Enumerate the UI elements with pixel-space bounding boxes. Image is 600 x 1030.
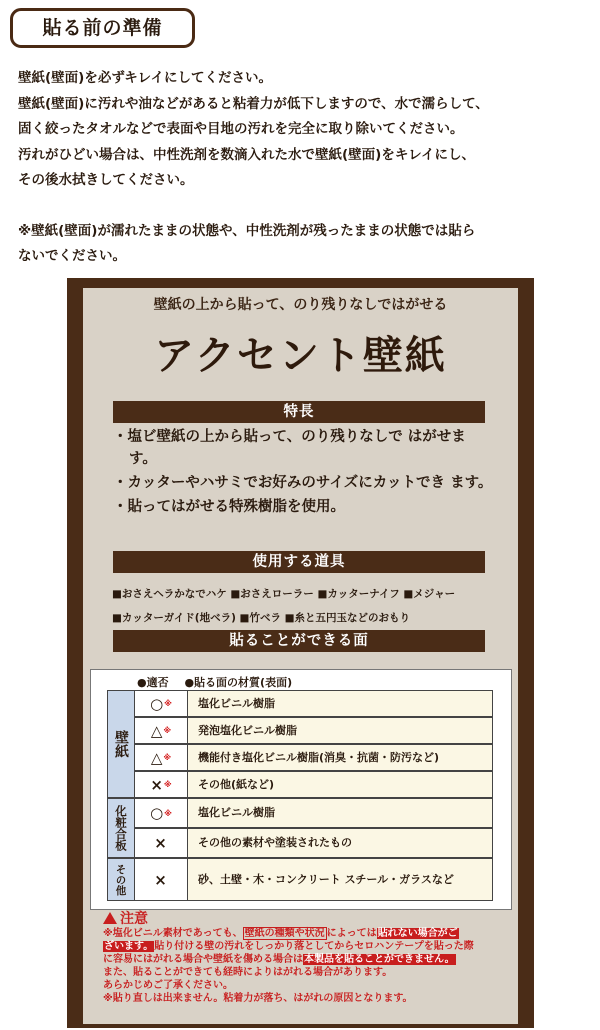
surfaces-table — [90, 669, 512, 910]
caution-line: ※貼り直しは出来ません。粘着力が落ち、はがれの原因となります。 — [103, 993, 413, 1004]
features-heading: 特長 — [113, 401, 485, 423]
caution-title: 注意 — [103, 912, 513, 926]
intro-note-line: ないでください。 — [18, 248, 126, 264]
table-row-material: 塩化ビニル樹脂 — [188, 798, 493, 828]
tools-list — [112, 582, 502, 630]
table-row-mark: × — [135, 858, 188, 901]
feature-item: ・貼ってはがせる特殊樹脂を使用。 — [113, 499, 345, 515]
table-header — [137, 674, 304, 690]
product-panel — [67, 278, 534, 1028]
table-row-mark: ○ ※ — [135, 690, 188, 717]
tools-line: ■カッターガイド(地ベラ) ■竹ベラ ■糸と五円玉などのおもり — [112, 612, 411, 624]
caution-line: ざいます。貼り付ける壁の汚れをしっかり落としてからセロハンテープを貼った際 — [104, 941, 474, 952]
table-row-mark: △ ※ — [135, 717, 188, 744]
intro-line: その後水拭きしてください。 — [18, 172, 194, 188]
header-mark: ●適否 — [137, 676, 169, 689]
table-row-material: その他の素材や塗装されたもの — [188, 828, 493, 858]
table-row-mark: △ ※ — [135, 744, 188, 771]
product-panel-inner — [83, 288, 518, 1024]
surfaces-heading: 貼ることができる面 — [113, 630, 485, 652]
category-decorative-plywood: 化粧合板 — [107, 798, 135, 858]
table-row-material: その他(紙など) — [188, 771, 493, 798]
table-row-material: 発泡塩化ビニル樹脂 — [188, 717, 493, 744]
tools-heading: 使用する道具 — [113, 551, 485, 573]
caution-line: また、貼ることができても経時によりはがれる場合があります。 — [103, 967, 393, 978]
intro-text — [18, 66, 593, 270]
table-row-material: 機能付き塩化ビニル樹脂(消臭・抗菌・防汚など) — [188, 744, 493, 771]
intro-line: 固く絞ったタオルなどで表面や目地の汚れを完全に取り除いてください。 — [18, 121, 464, 137]
caution-line: に容易にはがれる場合や壁紙を傷める場合は本製品を貼ることができません。 — [103, 954, 455, 965]
tools-line: ■おさえヘラかなでハケ ■おさえローラー ■カッターナイフ ■メジャー — [112, 588, 456, 600]
table-row-mark: × — [135, 828, 188, 858]
table-row-mark: ○ ※ — [135, 798, 188, 828]
table-row-material: 砂、土壁・木・コンクリート スチール・ガラスなど — [188, 858, 493, 901]
intro-line: 壁紙(壁面)を必ずキレイにしてください。 — [18, 70, 272, 86]
features-list — [113, 426, 493, 520]
intro-line: 壁紙(壁面)に汚れや油などがあると粘着力が低下しますので、水で濡らして、 — [18, 95, 489, 112]
caution-line: あらかじめご了承ください。 — [103, 980, 233, 991]
feature-item: ・塩ビ壁紙の上から貼って、のり残りなしで はがせます。 — [113, 429, 466, 467]
category-wallpaper: 壁紙 — [107, 690, 135, 798]
intro-note-line: ※壁紙(壁面)が濡れたままの状態や、中性洗剤が残ったままの状態では貼ら — [18, 222, 476, 239]
panel-subtitle: 壁紙の上から貼って、のり残りなしではがせる — [153, 297, 448, 313]
category-other: その他 — [107, 858, 135, 901]
caution-box — [103, 912, 513, 1005]
table-row-material: 塩化ビニル樹脂 — [188, 690, 493, 717]
panel-title: アクセント壁紙 — [154, 333, 447, 379]
feature-item: ・カッターやハサミでお好みのサイズにカットでき ます。 — [113, 475, 493, 491]
section-heading: 貼る前の準備 — [10, 8, 195, 48]
header-material: ●貼る面の材質(表面) — [184, 676, 293, 689]
caution-line: ※塩化ビニル素材であっても、 壁紙の種類や状況 によっては貼れない場合がご — [103, 928, 458, 939]
warning-icon — [103, 912, 117, 924]
table-row-mark: × ※ — [135, 771, 188, 798]
intro-line: 汚れがひどい場合は、中性洗剤を数滴入れた水で壁紙(壁面)をキレイにし、 — [18, 146, 476, 163]
